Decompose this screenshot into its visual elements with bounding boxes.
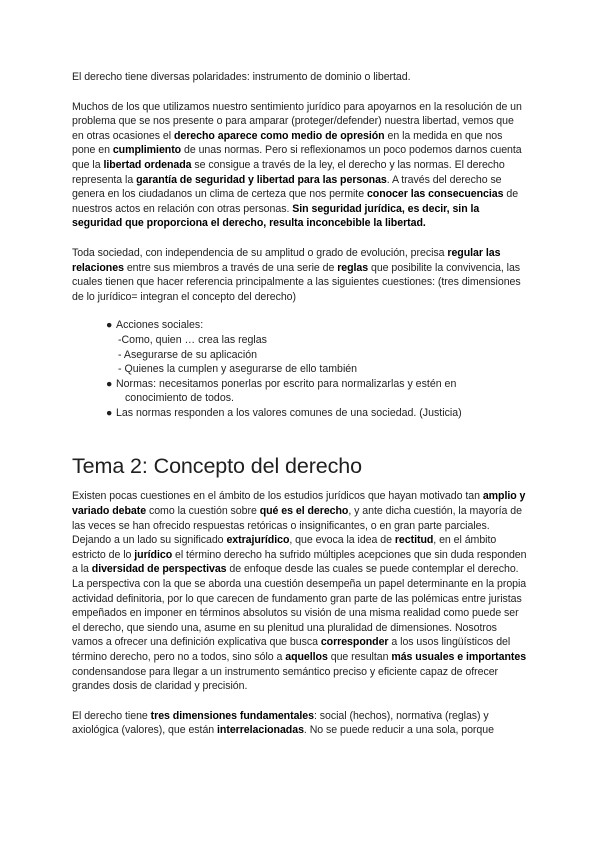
text-run: que posibilite la convivencia, las cuales tienen que hacer referencia principalmente a las siguientes cuestiones: (tres dimensiones de lo jurídico= integran el concepto del derecho) [72,261,521,303]
bold-text: aquellos [285,651,328,663]
list-item-acciones [106,318,528,376]
sub-item: - Quienes la cumplen y asegurarse de ello también [118,363,358,376]
bold-text: más usuales e importantes [391,651,527,663]
bold-text: rectitud [394,534,434,547]
text-run: El derecho tiene [72,709,151,722]
paragraph-concepto [72,489,528,693]
bold-text: regular las relaciones [72,246,501,274]
paragraph-libertad [72,100,528,231]
bold-text: diversidad de perspectivas [91,563,227,576]
bullet-icon: ● [106,406,113,419]
list-item-label: Las normas responden a los valores comunes de una sociedad. (Justicia) [116,406,462,419]
text-run: . No se puede reducir a una sola, porque [303,724,494,737]
paragraph-intro: El derecho tiene diversas polaridades: instrumento de dominio o libertad. [72,71,411,83]
text-run: de enfoque desde las cuales se puede contemplar el derecho. La perspectiva con la que se aborda una cuestión desempeña un papel determinante en la propia actividad definitoria, por lo que carecen de fundamento gran parte de las polémicas entre juristas empeñados en imponer en términos absolutos su visión de una misma realidad como puede ser el derecho, que siendo una, asume en su plenitud una pluralidad de dimensiones. Nosotros vamos a ofrecer una definición explicativa que busca [72,563,527,649]
bullet-icon: ● [106,377,113,390]
text-run: el término derecho ha sufrido múltiples acepciones que sin duda responden a la [72,548,527,576]
sub-item: -Como, quien … crea las reglas [118,333,267,346]
text-run: a los usos lingüísticos del término derecho, pero no a todos, sino sólo a [72,636,511,663]
text-run: Toda sociedad, con independencia de su amplitud o grado de evolución, precisa [72,246,448,259]
bold-text: derecho aparece como medio de opresión [173,129,385,142]
text-run: Existen pocas cuestiones en el ámbito de los estudios jurídicos que hayan motivado tan [72,490,483,503]
text-run: Muchos de los que utilizamos nuestro sentimiento jurídico para apoyarnos en la resolución de un problema que se nos presente o para amparar (proteger/defender) nuestra libertad, vemos que en otras ocasiones el [72,100,522,142]
text-run: se consigue a través de la ley, el derecho y las normas. El derecho representa la [72,158,505,186]
list-item-label: Acciones sociales: [116,319,204,332]
text-run: , en el ámbito estricto de lo [72,534,497,561]
bold-text: qué es el derecho [259,505,349,518]
text-run: , y ante dicha cuestión, la mayoría de las veces se han ofrecido respuestas retóricas o insignificantes, o en gran parte parciales. Dejando a un lado su significado [72,505,522,547]
list-item-normas [106,377,528,406]
list-item-valores [106,406,528,421]
bold-text: libertad ordenada [103,158,192,171]
bold-text: interrelacionadas [217,724,304,737]
bullet-icon: ● [106,319,113,332]
list-item-continuation: conocimiento de todos. [125,392,234,405]
bold-text: extrajurídico [226,534,290,547]
text-run: . A través del derecho se genera en los ciudadanos un clima de certeza que nos permite [72,173,502,201]
bold-text: jurídico [134,548,173,561]
text-run: entre sus miembros a través de una serie de [123,261,338,274]
bold-text: conocer las consecuencias [366,188,504,201]
paragraph-dimensiones [72,709,528,738]
bold-text: reglas [337,261,369,274]
dimensions-list [72,318,528,420]
text-run: que resultan [327,651,392,663]
text-run: como la cuestión sobre [146,505,260,518]
section-heading: Tema 2: Concepto del derecho [72,454,363,479]
text-run: de nuestros actos en relación con otras personas. [72,188,519,215]
bold-text: cumplimiento [112,144,182,157]
list-item-label: Normas: necesitamos ponerlas por escrito para normalizarlas y estén en [116,377,457,390]
bold-text: amplio y variado debate [72,490,526,518]
bold-text: corresponder [320,636,389,649]
text-run: de unas normas. Pero si reflexionamos un poco podemos darnos cuenta que la [72,144,522,171]
text-run: : social (hechos), normativa (reglas) y axiológica (valores), que están [72,709,489,737]
text-run: condensandose para llegar a un instrumento semántico preciso y eficiente capaz de ofrecer grandes dosis de claridad y precisión. [72,665,499,693]
bold-text: garantía de seguridad y libertad para las personas [136,173,387,186]
bold-text: Sin seguridad jurídica, es decir, sin la seguridad que proporciona el derecho, resulta inconcebible la libertad. [72,202,480,230]
bold-text: tres dimensiones fundamentales [150,709,314,722]
text-run: , que evoca la idea de [289,534,395,547]
text-run: en la medida en que nos pone en [72,129,503,157]
paragraph-sociedad [72,246,528,304]
sub-item: - Asegurarse de su aplicación [118,348,257,361]
